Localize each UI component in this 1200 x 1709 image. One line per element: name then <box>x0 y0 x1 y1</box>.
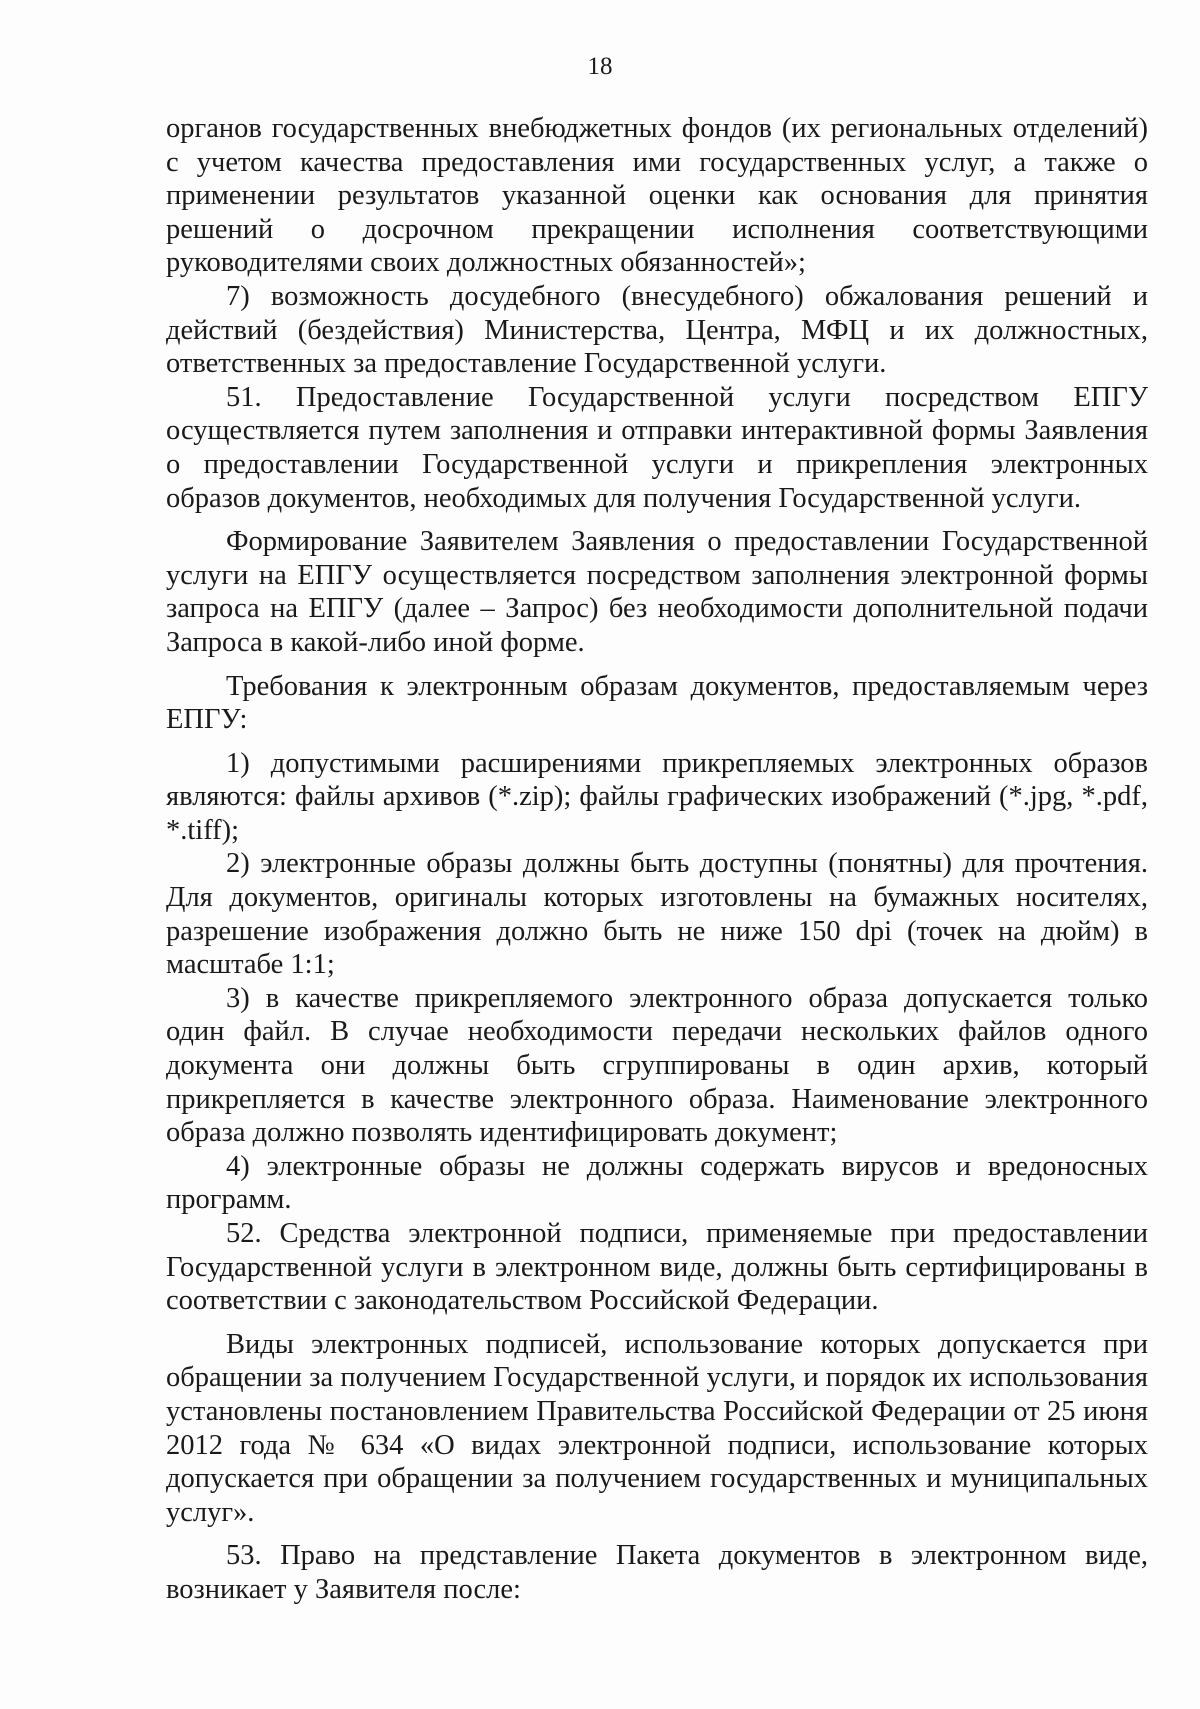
document-body <box>166 112 1148 1607</box>
paragraph-requirement-3: 3) в качестве прикрепляемого электронного образа допускается только один файл. В случае необходимости передачи нескольких файлов одного документа они должны быть сгруппированы в один архив, который прикрепляется в качестве электронного образа. Наименование электронного образа должно позволять идентифицировать документ; <box>166 982 1148 1149</box>
paragraph-signature-types: Виды электронных подписей, использование которых допускается при обращении за получением Государственной услуги, и порядок их использования установлены постановлением Правительства Российской Федерации от 25 июня 2012 года № 634 «О видах электронной подписи, использование которых допускается при обращении за получением государственных и муниципальных услуг». <box>166 1328 1148 1528</box>
paragraph-section-52: 52. Средства электронной подписи, применяемые при предоставлении Государственной услуги в электронном виде, должны быть сертифицированы в соответствии с законодательством Российской Федерации. <box>166 1218 1148 1317</box>
paragraph-requirement-2: 2) электронные образы должны быть доступны (понятны) для прочтения. Для документов, оригиналы которых изготовлены на бумажных носителях, разрешение изображения должно быть не ниже 150 dpi (точек на дюйм) в масштабе 1:1; <box>166 848 1148 981</box>
paragraph-requirement-4: 4) электронные образы не должны содержать вирусов и вредоносных программ. <box>166 1150 1148 1216</box>
paragraph-continuation: органов государственных внебюджетных фондов (их региональных отделений) с учетом качества предоставления ими государственных услуг, а также о применении результатов указанной оценки как основания для принятия решений о досрочном прекращении исполнения соответствующими руководителями своих должностных обязанностей»; <box>166 113 1148 279</box>
page-number: 18 <box>587 53 613 80</box>
paragraph-section-53: 53. Право на представление Пакета документов в электронном виде, возникает у Заявителя после: <box>166 1540 1148 1605</box>
paragraph-image-requirements: Требования к электронным образам документов, предоставляемым через ЕПГУ: <box>166 670 1148 736</box>
paragraph-section-51: 51. Предоставление Государственной услуги посредством ЕПГУ осуществляется путем заполнения и отправки интерактивной формы Заявления о предоставлении Государственной услуги и прикрепления электронных образов документов, необходимых для получения Государственной услуги. <box>166 381 1148 514</box>
paragraph-request-forming: Формирование Заявителем Заявления о предоставлении Государственной услуги на ЕПГУ осуществляется посредством заполнения электронной формы запроса на ЕПГУ (далее – Запрос) без необходимости дополнительной подачи Запроса в какой-либо иной форме. <box>166 526 1148 658</box>
paragraph-item-7: 7) возможность досудебного (внесудебного) обжалования решений и действий (бездействия) Министерства, Центра, МФЦ и их должностных, ответственных за предоставление Государственной услуги. <box>166 280 1148 380</box>
paragraph-requirement-1: 1) допустимыми расширениями прикрепляемых электронных образов являются: файлы архивов (*.zip); файлы графических изображений (*.jpg, *.pdf, *.tiff); <box>166 747 1148 846</box>
